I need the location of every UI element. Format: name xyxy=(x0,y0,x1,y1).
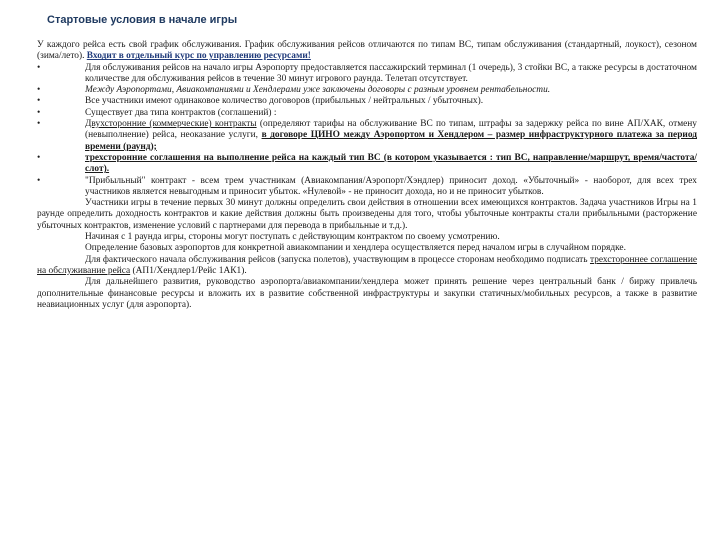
bullet-text: (определяют тарифы на обслуживание ВС по типам, штрафы за задержку рейса по вине АП/ХАК, отмену (невыполнение) рейса, неоказание услуги, xyxy=(85,119,697,141)
paragraph-text: Для фактического начала обслуживания рейсов (запуска полетов), участвующим в процессе сторонам необходимо подписать xyxy=(85,254,590,265)
bullet-text: Для обслуживания рейсов на начало игры Аэропорту предоставляется пассажирский терминал (1 очередь), 3 стойки ВС, а также ресурсы в достаточном количестве для обслуживания рейсов в течение 30 минут игрового раунда. Телетап отсутствует. xyxy=(85,62,697,84)
paragraph-schedule xyxy=(37,40,697,63)
bullet-profitable-contract xyxy=(37,176,697,199)
bullet-text: Между Аэропортами, Авиакомпаниями и Хендлерами уже заключены договоры с разным уровнем рентабельности. xyxy=(85,85,551,96)
bullet-initial-resources xyxy=(37,63,697,86)
slide-body xyxy=(37,40,697,311)
bullet-text: Существует два типа контрактов (соглашений) : xyxy=(85,107,277,118)
cino-contract-term: в договоре ЦИНО между Аэропортом и Хендлером – размер инфраструктурного платежа за период времени (раунд); xyxy=(85,130,697,152)
paragraph-first-30-minutes: Участники игры в течение первых 30 минут должны определить свои действия в отношении всех имеющихся контрактов. Задача участников Игры на 1 раунде определить доходность контрактов и какие действия должны быть произведены для того, чтобы убыточные контракты стали прибыльными (расторжение убыточных контрактов, изменение условий с партнерами для перевода в прибыльные и т.д.). xyxy=(37,198,697,231)
paragraph-text: (АП1/Хендлер1/Рейс 1АК1). xyxy=(130,265,247,276)
bullet-icon: • xyxy=(37,152,41,163)
bullet-contract-types xyxy=(37,108,697,119)
bullet-icon: • xyxy=(37,175,41,186)
bullet-icon: • xyxy=(37,85,41,96)
paragraph-further-development: Для дальнейшего развития, руководство аэропорта/авиакомпании/хендлера может принять решение через центральный банк / биржу привлечь дополнительные финансовые ресурсы и вложить их в развитие собственной инфраструктуры и закупки статичных/мобильных ресурсов, а также в развитие неавиационных услуг (для аэропорта). xyxy=(37,277,697,310)
bullet-text: Все участники имеют одинаковое количество договоров (прибыльных / нейтральных / убыточных). xyxy=(85,96,484,107)
bullet-bilateral-contracts xyxy=(37,119,697,153)
bilateral-contracts-term: Двухсторонние (коммерческие) контракты xyxy=(85,119,257,130)
bullet-trilateral-agreements xyxy=(37,153,697,176)
slide-title: Стартовые условия в начале игры xyxy=(47,14,238,26)
bullet-equal-contracts xyxy=(37,96,697,107)
bullet-text: трехсторонние соглашения на выполнение рейса на каждый тип ВС (в котором указывается : тип ВС, направление/маршрут, время/частота/слот). xyxy=(85,152,697,175)
bullet-contracts-concluded xyxy=(37,85,697,96)
paragraph-start-flights xyxy=(37,255,697,278)
bullet-icon: • xyxy=(37,107,41,118)
bullet-icon: • xyxy=(37,119,41,130)
resource-course-link[interactable]: Входит в отдельный курс по управлению ресурсами! xyxy=(86,51,311,62)
paragraph-base-airports: Определение базовых аэропортов для конкретной авиакомпании и хендлера осуществляется перед началом игры в случайном порядке. xyxy=(85,243,626,254)
bullet-icon: • xyxy=(37,62,41,73)
paragraph-round-one: Начиная с 1 раунда игры, стороны могут поступать с действующим контрактом по своему усмотрению. xyxy=(85,232,500,243)
trilateral-agreement-term: трехстороннее соглашение на обслуживание рейса xyxy=(37,254,697,276)
bullet-icon: • xyxy=(37,96,41,107)
paragraph-text: У каждого рейса есть свой график обслуживания. График обслуживания рейсов отличаются по типам ВС, типам обслуживания (стандартный, лоукост), сезоном (зима/лето). xyxy=(37,40,697,62)
bullet-text: "Прибыльный" контракт - всем трем участникам (Авиакомпания/Аэропорт/Хэндлер) приносит доход. «Убыточный» - наоборот, для всех трех участников является невыгодным и приносит убыток. «Нулевой» - не приносит дохода, но и не приносит убытков. xyxy=(85,175,697,197)
